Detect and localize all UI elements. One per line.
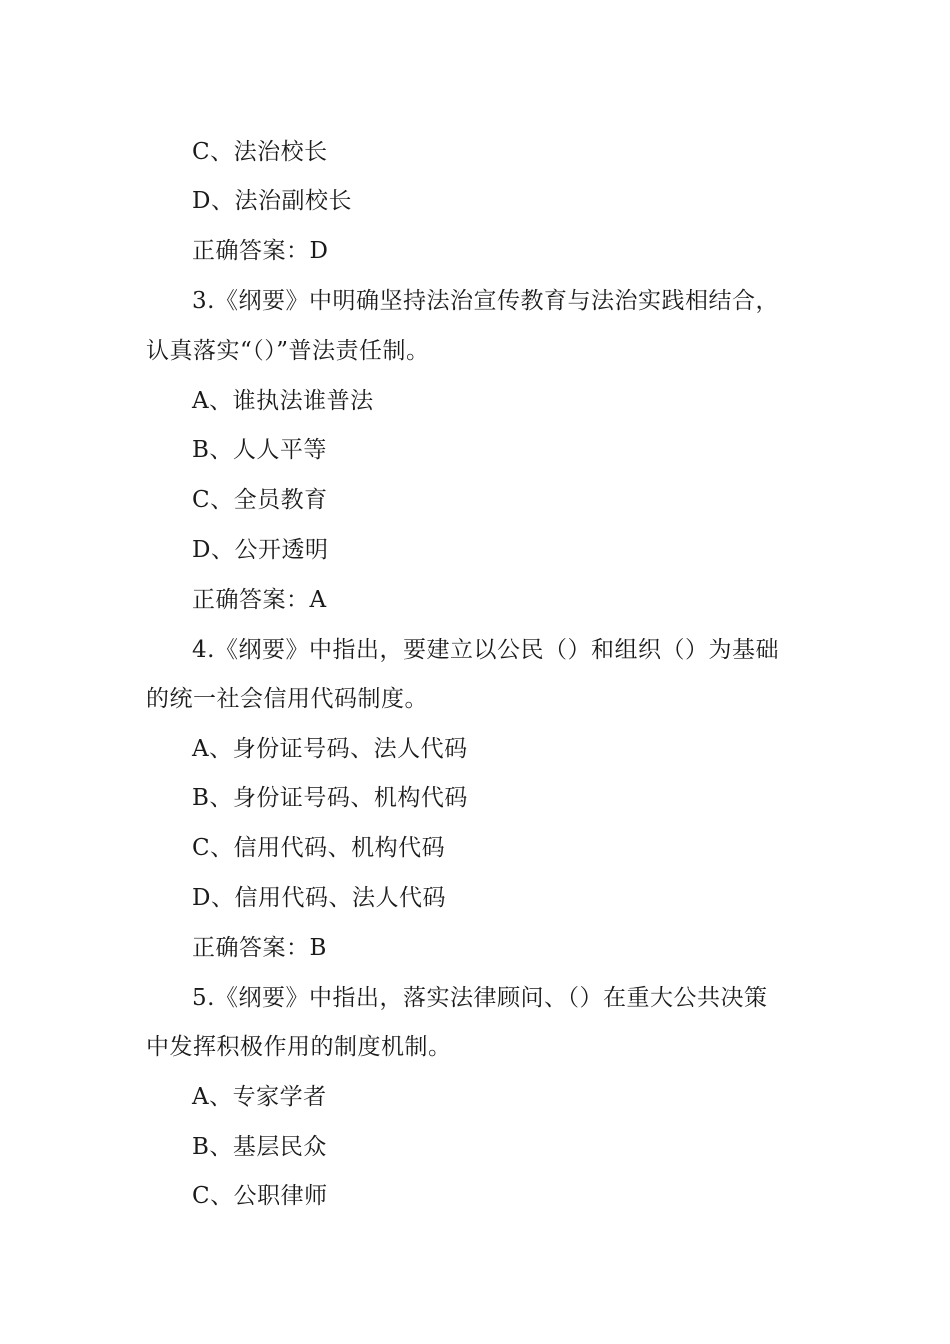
option-line: C、全员教育	[192, 487, 328, 513]
option-line: C、法治校长	[192, 139, 328, 165]
answer-line: 正确答案：D	[192, 238, 329, 264]
option-line: B、人人平等	[192, 437, 327, 463]
answer-line: 正确答案：A	[192, 587, 327, 613]
question-line: 3.《纲要》中明确坚持法治宣传教育与法治实践相结合，	[192, 288, 779, 314]
question-line: 认真落实“（）”普法责任制。	[146, 338, 430, 364]
question-line: 的统一社会信用代码制度。	[146, 686, 428, 712]
option-line: A、身份证号码、法人代码	[192, 736, 468, 762]
question-line: 中发挥积极作用的制度机制。	[146, 1034, 452, 1060]
option-line: D、公开透明	[192, 537, 329, 563]
option-line: D、法治副校长	[192, 188, 352, 214]
option-line: A、谁执法谁普法	[192, 388, 374, 414]
option-line: B、身份证号码、机构代码	[192, 785, 468, 811]
option-line: C、公职律师	[192, 1183, 328, 1209]
option-line: C、信用代码、机构代码	[192, 835, 446, 861]
question-line: 5.《纲要》中指出，落实法律顾问、（）在重大公共决策	[192, 985, 768, 1011]
option-line: B、基层民众	[192, 1134, 327, 1160]
question-line: 4.《纲要》中指出，要建立以公民（）和组织（）为基础	[192, 637, 779, 663]
option-line: D、信用代码、法人代码	[192, 885, 446, 911]
answer-line: 正确答案：B	[192, 935, 327, 961]
option-line: A、专家学者	[192, 1084, 327, 1110]
